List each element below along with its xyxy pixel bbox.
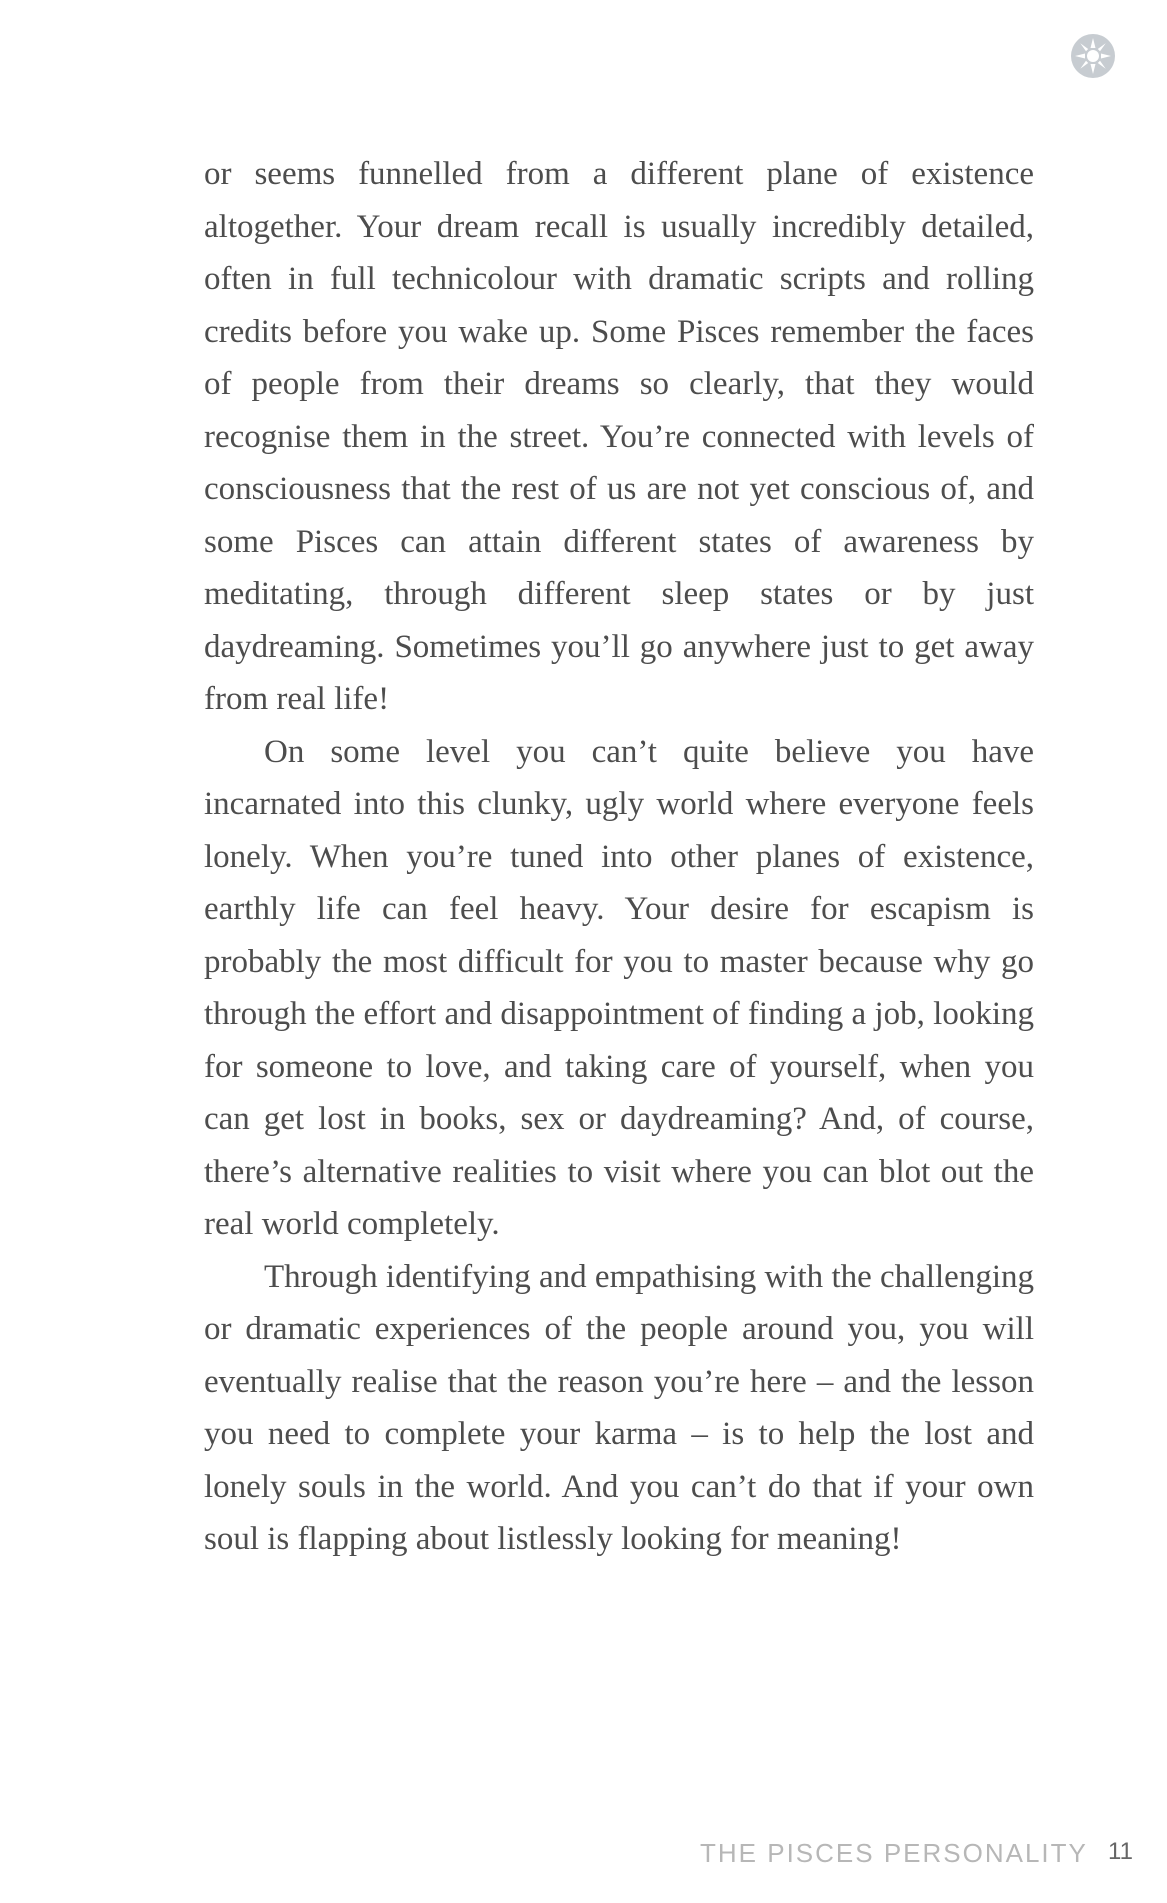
- paragraph: Through identifying and empathising with the challenging or dramatic experiences of the people around you, you will eventually realise that the reason you’re here – and the lesson you need to complete your karma – is to help the lost and lonely souls in the world. And you can’t do that if your own soul is flapping about listlessly looking for meaning!: [204, 1258, 1034, 1557]
- paragraph: or seems funnelled from a different plane of existence altogether. Your dream recall is usually incredibly detailed, often in full technicolour with dramatic scripts and rolling credits before you wake up. Some Pisces remember the faces of people from their dreams so clearly, that they would recognise them in the street. You’re connected with levels of consciousness that the rest of us are not yet conscious of, and some Pisces can attain different states of awareness by meditating, through different sleep states or by just daydreaming. Sometimes you’ll go anywhere just to get away from real life!: [204, 156, 1034, 717]
- page-footer: [0, 1838, 1167, 1878]
- sun-emblem-icon: [1069, 32, 1117, 80]
- body-text: [204, 148, 1034, 1566]
- running-head: THE PISCES PERSONALITY: [700, 1838, 1088, 1868]
- page-number: 11: [1108, 1838, 1133, 1865]
- paragraph: On some level you can’t quite believe you have incarnated into this clunky, ugly world where everyone feels lonely. When you’re tuned into other planes of existence, earthly life can feel heavy. Your desire for escapism is probably the most difficult for you to master because why go through the effort and disappointment of finding a job, looking for someone to love, and taking care of yourself, when you can get lost in books, sex or daydreaming? And, of course, there’s alternative realities to visit where you can blot out the real world completely.: [204, 733, 1034, 1242]
